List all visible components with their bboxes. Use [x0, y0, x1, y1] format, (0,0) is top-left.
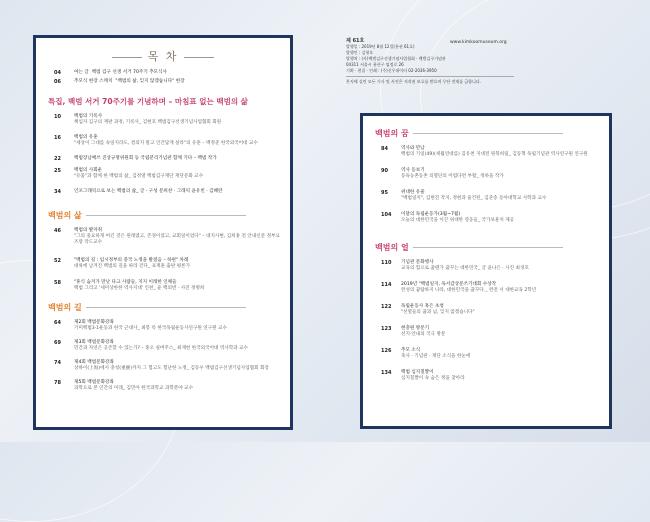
item-desc: "백범일지", 김현진 작지, 정현과 울건된_ 김준송 동아대학교 사학과 교수 — [401, 196, 547, 201]
item-title: "백범의 길 : 임시정부의 중국 노정을 발걸음 – 하편" 차례 — [74, 258, 189, 263]
item-title: 이달의 독립운동가(3월~7월) — [401, 212, 461, 217]
page-number: 52 — [54, 258, 61, 264]
info-line: 발행처 : (사)백범김구선생기념사업협회 · 백범김구기념관 — [346, 56, 446, 61]
item-title: 기념관 문화행사 — [401, 260, 434, 265]
item-desc: 백범 그리고 '세미상한한 역사지대' 인천_ 윤 백의번 · 사진 정병희 — [74, 286, 205, 291]
section-title-soul: 백범의 얼 — [375, 242, 563, 253]
item-title: 백범의 발자취 — [74, 228, 103, 233]
item-desc: 동독농촌동촌 의열단의 어렵다면 부활_ 정하을 작가 — [401, 174, 504, 179]
item-desc: 백범장남배쓰 진상규명위원회 등 국립분리기념관 함께 기다 – 백범 작가 — [74, 156, 217, 161]
item-desc: 민간과 자연은 공존할 수 있는가? – 홍오 실버주스_ 최재헌 한국외국어대 역사학과 교수 — [74, 346, 248, 351]
page-number: 123 — [381, 326, 392, 332]
website-url: www.kimkoomuseum.org — [450, 40, 507, 45]
item-title: 독립운동사 혹은 초청 — [401, 304, 444, 309]
page-number: 134 — [381, 370, 392, 376]
item-desc: 기미백범3·1운동과 한국 근대사_ 최봉 록 한국독립운동사연구원 연구원 교수 — [74, 326, 227, 331]
page-number: 90 — [381, 168, 388, 174]
page-number: 110 — [381, 260, 392, 266]
page-number: 06 — [54, 79, 61, 85]
divider — [346, 76, 514, 77]
page-number: 25 — [54, 168, 61, 174]
item-desc: 선지·안내의 국극 방문 — [401, 332, 446, 337]
special-section-title: 특집, 백범 서거 70주기를 기념하며 – 마침표 없는 백범의 삶 — [48, 97, 248, 106]
item-title: 백범 심지칠짤이 — [401, 370, 434, 375]
info-line: 기획 · 편집 · 인쇄 : (주)신우데이터 02-2036-3950 — [346, 68, 437, 73]
info-line: 발행일 : 2019년 8월 12일(통권 61호) — [346, 44, 415, 49]
item-desc: 책임자 김구의 재판 과정, 기록사_ 김현호 백범김구선생기념사업협회 회원 — [74, 120, 222, 125]
item-desc: "그의 중요하게 여긴 것은 원래였고, 존경이었고, 교회일이었다" – 대지사변, 김희홍 전 안내신문 정부요즈랑 작드교수 — [74, 234, 280, 245]
item-desc: 백범 김구 선생 서거 70주기 추모식사 — [91, 70, 167, 75]
item-title: 추모식 현장 스케치 — [74, 79, 113, 84]
item-desc: "유품"과 함께 한 백범의 삶_ 김정열 백범김구재단 재단문화 교수 — [74, 174, 204, 179]
page-number: 95 — [381, 190, 388, 196]
page-number: 34 — [54, 189, 61, 195]
item-title: 백범의 유훈 — [74, 135, 98, 140]
item-title: 역사와 만남 — [401, 146, 425, 151]
toc-left-page — [33, 35, 293, 430]
item-desc: "선열들의 꿈과 넋, 잊지 않겠습니다" — [401, 310, 475, 315]
item-desc: 백범의 기일(49)(세월연대를) 김유천 지대전 원북희림_ 김동혁 독립기념관 역사연구원 연구원 — [401, 152, 588, 157]
item-desc: 축사 · 기념관 · 재단 소식을 한눈에 — [401, 354, 471, 359]
item-title: 2019년 "백범일지, 독서감상문쓰기대회 수상작 — [401, 282, 497, 287]
item-desc: 오늘의 대한민국을 이끈 위대한 영웅들_ 국가보훈처 제공 — [401, 218, 515, 223]
page-number: 122 — [381, 304, 392, 310]
item-desc: "세상이 그대를 속일지라도, 결의지 말고 인간답게 살라"의 유훈 – 백정준 한국외국어대 교수 — [74, 141, 258, 146]
page-number: 104 — [381, 212, 392, 218]
item-title: 제3회 백범문화강좌 — [74, 340, 114, 345]
info-line: 04311 서울시 용산구 임정로 26 — [346, 62, 404, 67]
page-number: 04 — [54, 70, 61, 76]
item-title: 추모 소식 — [401, 348, 421, 353]
page-number: 126 — [381, 348, 392, 354]
toc-right-page — [360, 113, 612, 429]
item-desc: 대륙에 남겨진 백범의 길을 따라 걷다_ 표재훈 출판 평론가 — [74, 264, 191, 269]
item-desc: 완성의 꿈탐하지 나라, 대한민국을 꿈꾸다._ 완전 서 대한교육 2학년 — [401, 288, 537, 293]
item-title: 여는 글 — [74, 70, 89, 75]
section-title-life: 백범의 삶 — [48, 210, 246, 221]
section-title-road: 백범의 길 — [48, 302, 246, 313]
item-desc: 교육의 힘으로 꿈텐가 꿈꾸는 대한민국_ 글 윤나은 · 사진 최경호 — [401, 266, 529, 271]
item-desc: 글 · 구성 문희찬 · 그래픽 윤유빈 · 김혜란 — [139, 189, 223, 194]
page-number: 114 — [381, 282, 392, 288]
item-title: 인포그래픽으로 보는 백범의 삶_ — [74, 189, 139, 194]
page-number: 78 — [54, 380, 61, 386]
page-number: 22 — [54, 156, 61, 162]
item-title: 위대한 유물 — [401, 190, 425, 195]
item-title: 현충원 방문기 — [401, 326, 430, 331]
info-line: 본지에 실린 모든 기사 및 사진은 저작권 보호를 받으며 무단 전재를 금합니다. — [346, 79, 482, 84]
page-number: 69 — [54, 340, 61, 346]
item-title: 제5회 백범문화강좌 — [74, 380, 114, 385]
item-desc: 과학으로 본 인간의 미래_ 김민아 한국과학교 과학분야 교수 — [74, 386, 194, 391]
page-number: 16 — [54, 135, 61, 141]
page-number: 84 — [381, 146, 388, 152]
item-title: 백범의 기록사 — [74, 114, 103, 119]
section-title-dream: 백범의 꿈 — [375, 128, 563, 139]
item-title: 백범의 사회운 — [74, 168, 103, 173]
page-number: 46 — [54, 228, 61, 234]
item-title: "휴식 숨겨가 만난 다크 사람들, 지지 이래한 인체들 — [74, 280, 177, 285]
page-number: 74 — [54, 360, 61, 366]
info-line: 발행인 : 김형오 — [346, 50, 374, 55]
issue-number: 제 61호 — [346, 38, 365, 44]
item-desc: "백범의 삶, 잊지 않겠습니다" 현장 — [115, 79, 185, 84]
item-desc: 상하이(上海)에서 충칭(重慶)까지 그 험고도 험난한 노정_ 김동우 백범김구선생기념사업협회 회장 — [74, 366, 269, 371]
item-title: 역사 돋보기 — [401, 168, 425, 173]
item-title: 제2회 백범문화강좌 — [74, 320, 114, 325]
publication-info — [346, 38, 514, 85]
page-number: 10 — [54, 114, 61, 120]
toc-title: 목 차 — [36, 48, 290, 64]
item-title: 제4회 백범문화강좌 — [74, 360, 114, 365]
page-number: 58 — [54, 280, 61, 286]
item-desc: 심지칠짤이 속 숨은 정을 찾아라 — [401, 376, 465, 381]
page-number: 64 — [54, 320, 61, 326]
